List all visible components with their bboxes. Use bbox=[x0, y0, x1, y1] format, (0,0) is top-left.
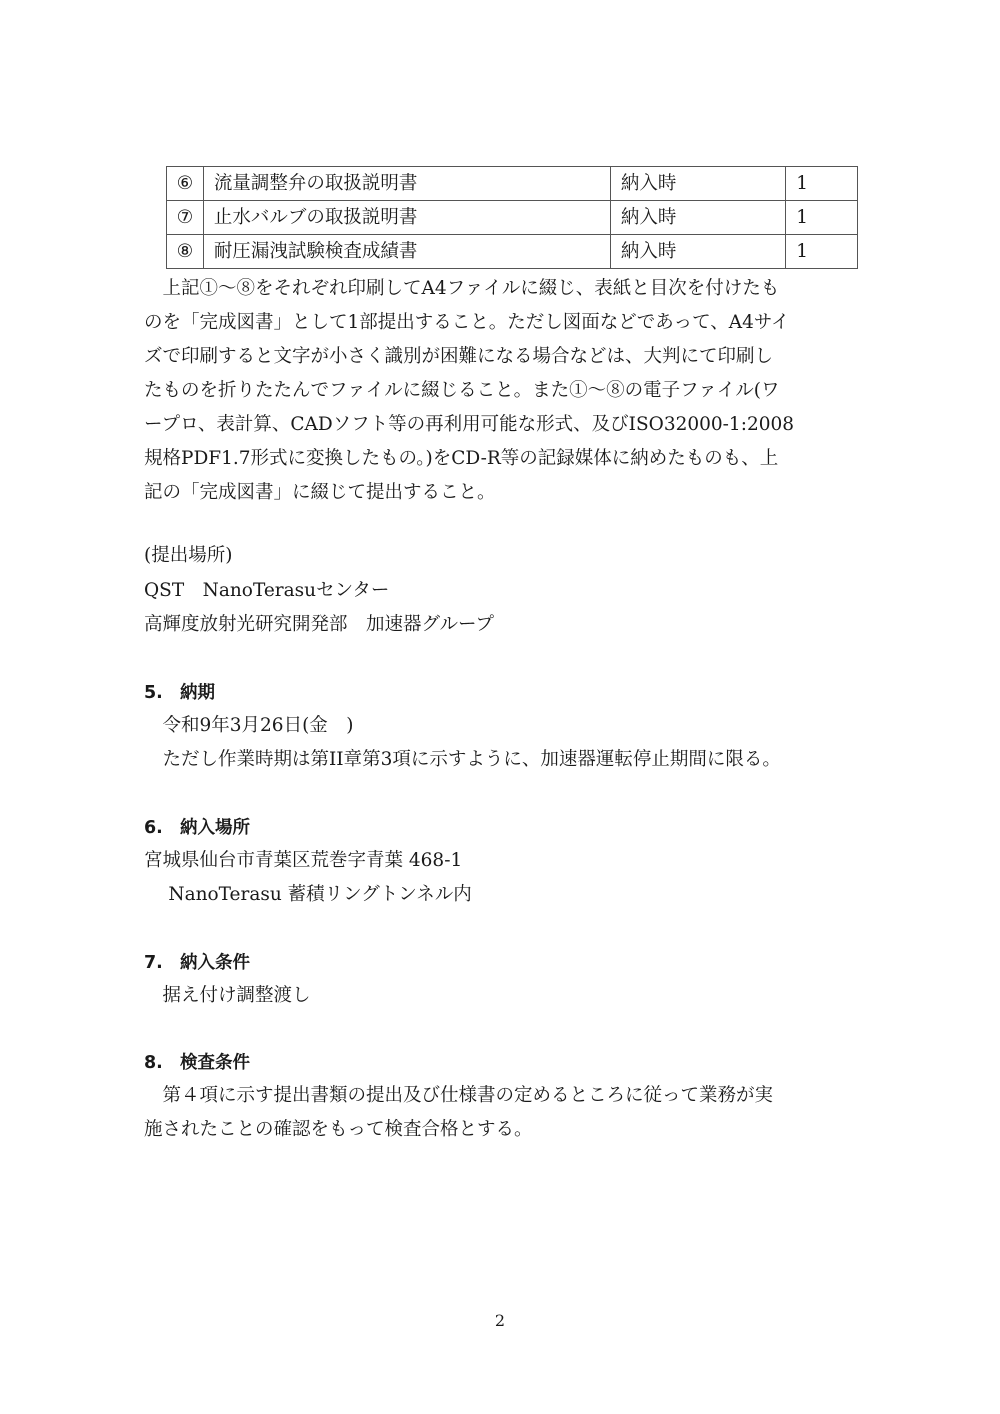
section-title: 検査条件 bbox=[180, 1053, 250, 1073]
section-number: 8. bbox=[144, 1053, 163, 1073]
item-name: 流量調整弁の取扱説明書 bbox=[203, 167, 610, 201]
item-quantity: 1 bbox=[786, 201, 858, 235]
item-number: ⑥ bbox=[167, 167, 204, 201]
item-quantity: 1 bbox=[786, 167, 858, 201]
section-text-line: 令和9年3月26日(金 ) bbox=[144, 715, 354, 736]
section-number: 7. bbox=[144, 953, 163, 973]
page-number: 2 bbox=[494, 1311, 506, 1330]
section-heading bbox=[144, 948, 250, 978]
paragraph-line: 記の「完成図書」に綴じて提出すること。 bbox=[144, 482, 496, 503]
section-number: 6. bbox=[144, 818, 163, 838]
submission-organization: QST NanoTerasuセンター bbox=[144, 580, 390, 601]
section-title: 納入場所 bbox=[180, 818, 250, 838]
submission-department: 高輝度放射光研究開発部 加速器グループ bbox=[144, 614, 495, 635]
item-timing: 納入時 bbox=[610, 201, 785, 235]
section-title: 納期 bbox=[180, 683, 215, 703]
item-number: ⑦ bbox=[167, 201, 204, 235]
paragraph-line: のを「完成図書」として1部提出すること。ただし図面などであって、A4サイ bbox=[144, 312, 790, 333]
section-text-line: ただし作業時期は第II章第3項に示すように、加速器運転停止期間に限る。 bbox=[144, 749, 781, 770]
section-number: 5. bbox=[144, 683, 163, 703]
item-timing: 納入時 bbox=[610, 167, 785, 201]
item-number: ⑧ bbox=[167, 235, 204, 269]
item-name: 止水バルブの取扱説明書 bbox=[203, 201, 610, 235]
item-quantity: 1 bbox=[786, 235, 858, 269]
section-heading bbox=[144, 813, 250, 843]
section-text-line: NanoTerasu 蓄積リングトンネル内 bbox=[144, 884, 472, 905]
section-text-line: 宮城県仙台市青葉区荒巻字青葉 468-1 bbox=[144, 850, 463, 871]
deliverables-table bbox=[166, 166, 858, 269]
paragraph-line: 上記①～⑧をそれぞれ印刷してA4ファイルに綴じ、表紙と目次を付けたも bbox=[144, 278, 780, 299]
paragraph-line: たものを折りたたんでファイルに綴じること。また①～⑧の電子ファイル(ワ bbox=[144, 380, 780, 401]
paragraph-line: 規格PDF1.7形式に変換したもの。)をCD-R等の記録媒体に納めたものも、上 bbox=[144, 448, 779, 469]
item-timing: 納入時 bbox=[610, 235, 785, 269]
table-row bbox=[167, 201, 858, 235]
section-text-line: 据え付け調整渡し bbox=[144, 985, 311, 1006]
section-heading bbox=[144, 678, 215, 708]
section-text-line: 第４項に示す提出書類の提出及び仕様書の定めるところに従って業務が実 bbox=[144, 1085, 774, 1106]
paragraph-line: ープロ、表計算、CADソフト等の再利用可能な形式、及びISO32000-1:2008 bbox=[144, 414, 795, 435]
submission-label: (提出場所) bbox=[144, 545, 233, 566]
section-heading bbox=[144, 1048, 250, 1078]
section-title: 納入条件 bbox=[180, 953, 250, 973]
paragraph-line: ズで印刷すると文字が小さく識別が困難になる場合などは、大判にて印刷し bbox=[144, 346, 774, 367]
table-row bbox=[167, 235, 858, 269]
table-row bbox=[167, 167, 858, 201]
item-name: 耐圧漏洩試験検査成績書 bbox=[203, 235, 610, 269]
section-text-line: 施されたことの確認をもって検査合格とする。 bbox=[144, 1119, 533, 1140]
